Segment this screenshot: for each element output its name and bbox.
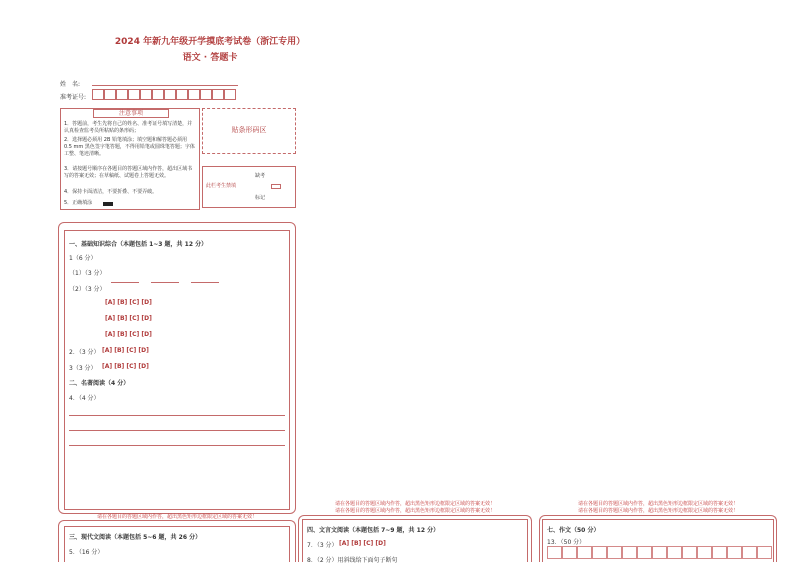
notice-right-2: 请在各题目的答题区域内作答，超出黑色矩形边框限定区域的答案无效！ xyxy=(577,508,738,514)
filled-mark-icon xyxy=(103,202,113,206)
q3-options[interactable]: [A] [B] [C] [D] xyxy=(102,363,149,370)
q2-label: 2．（3 分） xyxy=(69,349,100,356)
name-field[interactable] xyxy=(92,85,238,86)
q8-label: 8．（2 分）用斜线给下面句子断句 xyxy=(307,557,398,564)
q1-label: 1（6 分） xyxy=(69,255,97,262)
q1-1-blanks[interactable] xyxy=(99,268,219,287)
absent-forbid-label: 此栏考生禁填 xyxy=(206,183,237,189)
q7-options[interactable]: [A] [B] [C] [D] xyxy=(339,540,386,547)
id-cells[interactable] xyxy=(92,89,236,100)
absent-label: 缺考 xyxy=(255,173,266,179)
notes-box xyxy=(60,108,200,210)
q1-2-options-3[interactable]: [A] [B] [C] [D] xyxy=(105,331,152,338)
section3-heading: 三、现代文阅读（本题包括 5~6 题，共 26 分） xyxy=(69,534,202,541)
notes-heading: 注意事项 xyxy=(93,109,169,118)
page-subtitle: 语文 · 答题卡 xyxy=(182,53,238,63)
id-label: 准考证号: xyxy=(60,94,87,101)
notice-middle-2: 请在各题目的答题区域内作答，超出黑色矩形边框限定区域的答案无效！ xyxy=(334,508,495,514)
section3-answer-box xyxy=(64,526,290,562)
q1-2-options-2[interactable]: [A] [B] [C] [D] xyxy=(105,315,152,322)
q4-line-2[interactable] xyxy=(69,430,285,431)
page-title: 2024 年新九年级开学摸底考试卷（浙江专用） xyxy=(114,37,306,47)
section4-heading: 四、文言文阅读（本题包括 7~9 题，共 12 分） xyxy=(307,527,440,534)
q5-label: 5．（16 分） xyxy=(69,549,104,556)
notice-left: 请在各题目的答题区域内作答，超出黑色矩形边框限定区域的答案无效！ xyxy=(96,514,257,520)
q1-2-options-1[interactable]: [A] [B] [C] [D] xyxy=(105,299,152,306)
q2-options[interactable]: [A] [B] [C] [D] xyxy=(102,347,149,354)
notes-item-4: 4．保持卡面清洁，不要折叠、不要弄破。 xyxy=(64,189,158,195)
barcode-area xyxy=(202,108,296,154)
notes-item-1: 1．答题前，考生先将自己的姓名、准考证号填写清楚，并认真检查监考员所粘贴的条形码； xyxy=(64,121,193,134)
essay-grid[interactable] xyxy=(547,546,772,559)
notice-right-1: 请在各题目的答题区域内作答，超出黑色矩形边框限定区域的答案无效！ xyxy=(577,501,738,507)
section1-answer-box xyxy=(64,230,290,510)
q4-line-3[interactable] xyxy=(69,445,285,446)
q7-label: 7．（3 分） xyxy=(307,542,338,549)
section2-heading: 二、名著阅读（4 分） xyxy=(69,380,130,387)
q4-label: 4．（4 分） xyxy=(69,395,100,402)
barcode-label: 贴条形码区 xyxy=(231,126,267,134)
section7-heading: 七、作文（50 分） xyxy=(547,527,600,534)
notes-item-5: 5．正确填涂 xyxy=(64,200,93,206)
q1-1-label: （1）（3 分） xyxy=(69,270,106,277)
section7-answer-box xyxy=(542,519,774,562)
notice-middle-1: 请在各题目的答题区域内作答，超出黑色矩形边框限定区域的答案无效！ xyxy=(334,501,495,507)
section4-answer-box xyxy=(302,519,528,562)
q4-line-1[interactable] xyxy=(69,415,285,416)
q1-2-label: （2）（3 分） xyxy=(69,286,106,293)
absent-box xyxy=(202,166,296,208)
absent-mark-label: 标记 xyxy=(255,195,266,201)
name-label: 姓 名: xyxy=(60,81,81,88)
notes-item-3: 3．请按题号顺序在各题目的答题区域内作答，超出区域书写的答案无效；在草稿纸、试题卷上答题无效。 xyxy=(64,166,193,179)
absent-checkbox[interactable] xyxy=(271,184,281,189)
section1-heading: 一、基础知识综合（本题包括 1~3 题，共 12 分） xyxy=(69,241,208,248)
q13-label: 13．（50 分） xyxy=(547,539,586,546)
notes-item-2: 2．选择题必须用 2B 铅笔填涂；填空题和解答题必须用 0.5 mm 黑色签字笔答题，不得用铅笔或圆珠笔答题；字体工整、笔迹清晰。 xyxy=(64,137,195,157)
q3-label: 3（3 分） xyxy=(69,365,97,372)
